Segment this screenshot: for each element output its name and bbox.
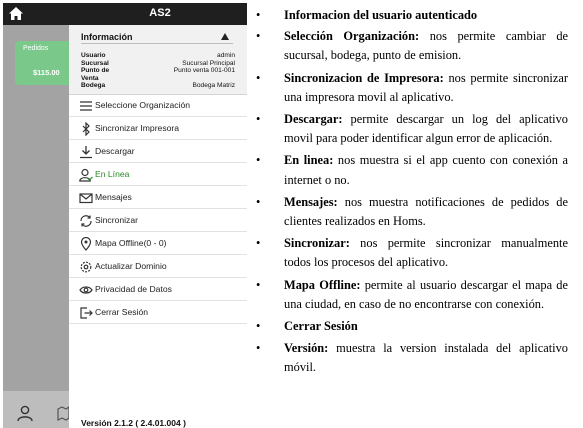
doc-term: Mensajes: (284, 194, 338, 209)
bullet: • (256, 8, 261, 22)
app-header (3, 3, 247, 25)
doc-term: En linea: (284, 153, 334, 168)
doc-item-sincronizacion-impresora (255, 69, 568, 107)
menu-label: Sincronizar (95, 215, 138, 225)
doc-term: Mapa Offline: (284, 277, 361, 292)
main-background (3, 25, 69, 391)
menu-label: Seleccione Organización (95, 100, 191, 110)
doc-term: Descargar: (284, 112, 343, 127)
doc-desc: nos permite sincronizar una impresora movil al aplicativo. (284, 70, 568, 104)
info-title: Información (81, 32, 133, 42)
menu-label: Actualizar Dominio (95, 261, 167, 271)
info-value: admin (217, 52, 235, 59)
menu-item-cerrar-sesion[interactable] (69, 302, 247, 324)
app-version: Versión 2.1.2 ( 2.4.01.004 ) (81, 418, 186, 428)
menu-item-privacidad-datos[interactable] (69, 279, 247, 301)
sync-icon (79, 214, 93, 228)
bullet: • (256, 236, 261, 251)
menu-label: Mapa Offline(0 - 0) (95, 238, 167, 248)
app-title: AS2 (149, 7, 171, 19)
doc-desc: nos permite cambiar de sucursal, bodega, punto de emision. (284, 29, 569, 63)
doc-term: Sincronizacion de Impresora: (284, 70, 444, 85)
bullet: • (256, 319, 261, 334)
menu-item-sincronizar[interactable] (69, 210, 247, 232)
orders-card[interactable] (15, 41, 69, 85)
info-key: Venta (81, 74, 99, 82)
orders-amount: $115.00 (33, 68, 60, 77)
doc-term: Informacion del usuario autenticado (284, 8, 478, 22)
info-value: Sucursal Principal (182, 59, 235, 67)
user-check-icon (79, 168, 93, 182)
menu-item-en-linea[interactable] (69, 164, 247, 186)
info-key: Punto de (81, 67, 110, 74)
download-icon (79, 145, 93, 159)
orders-label: Pedidos (23, 45, 49, 52)
doc-term: Selección Organización: (284, 29, 420, 44)
bullet: • (256, 70, 261, 85)
gear-icon (79, 260, 93, 274)
map-marker-icon (79, 237, 93, 251)
menu-label: Descargar (95, 146, 135, 156)
doc-term: Sincronizar: (284, 236, 350, 251)
bluetooth-icon (79, 122, 93, 136)
doc-item-info-usuario (255, 6, 568, 25)
doc-term: Cerrar Sesión (284, 319, 358, 334)
app-screenshot (3, 3, 247, 428)
bottom-nav (3, 391, 69, 428)
info-divider (81, 43, 233, 44)
doc-item-en-linea (255, 151, 568, 189)
doc-desc: nos muestra si el app cuento con conexión a internet o no. (284, 153, 568, 187)
envelope-icon (79, 191, 93, 205)
list-icon (79, 99, 93, 113)
user-icon[interactable] (16, 404, 34, 422)
menu-item-seleccione-organizacion[interactable] (69, 95, 247, 117)
doc-desc: permite al usuario descargar el mapa de una ciudad, en caso de no encontrarse con conexión. (284, 277, 569, 311)
doc-item-mensajes (255, 193, 568, 231)
info-value: Punto venta 001-001 (173, 67, 235, 74)
eye-icon (79, 283, 93, 297)
menu-label: En Línea (95, 169, 130, 179)
info-key: Sucursal (81, 59, 109, 67)
doc-term: Versión: (284, 341, 329, 356)
bullet: • (256, 341, 261, 356)
doc-item-cerrar-sesion (255, 317, 568, 336)
menu-label: Privacidad de Datos (95, 284, 172, 294)
doc-item-version (255, 339, 568, 377)
menu-item-sincronizar-impresora[interactable] (69, 118, 247, 140)
home-icon[interactable] (8, 6, 24, 21)
doc-item-mapa-offline (255, 276, 568, 314)
bullet: • (256, 194, 261, 209)
bullet: • (256, 112, 261, 127)
doc-item-descargar (255, 110, 568, 148)
logout-icon (79, 306, 93, 320)
menu-label: Cerrar Sesión (95, 307, 149, 317)
user-info-panel (69, 25, 247, 95)
menu-label: Mensajes (95, 192, 132, 202)
info-key: Usuario (81, 52, 106, 59)
doc-item-seleccion-organizacion (255, 27, 568, 65)
feature-description-list (255, 6, 568, 378)
doc-desc: nos muestra notificaciones de pedidos de clientes realizados en Homs. (284, 194, 568, 229)
info-key: Bodega (81, 82, 106, 89)
bullet: • (256, 29, 261, 44)
menu-label: Sincronizar Impresora (95, 123, 180, 133)
map-icon[interactable] (57, 405, 69, 421)
info-value: Bodega Matriz (192, 82, 235, 89)
doc-desc: nos permite sincronizar manualmente todos los procesos del aplicativo. (284, 236, 568, 270)
doc-item-sincronizar (255, 234, 568, 272)
collapse-triangle-icon[interactable] (221, 33, 229, 40)
bullet: • (256, 277, 261, 292)
navigation-drawer (69, 25, 247, 428)
doc-desc: muestra la version instalada del aplicativo móvil. (284, 341, 568, 375)
doc-desc: permite descargar un log del aplicativo movil para poder identificar algun error de aplicación. (284, 112, 568, 146)
menu-item-mensajes[interactable] (69, 187, 247, 209)
bullet: • (256, 153, 261, 168)
menu-item-descargar[interactable] (69, 141, 247, 163)
menu-item-actualizar-dominio[interactable] (69, 256, 247, 278)
menu-item-mapa-offline[interactable] (69, 233, 247, 255)
